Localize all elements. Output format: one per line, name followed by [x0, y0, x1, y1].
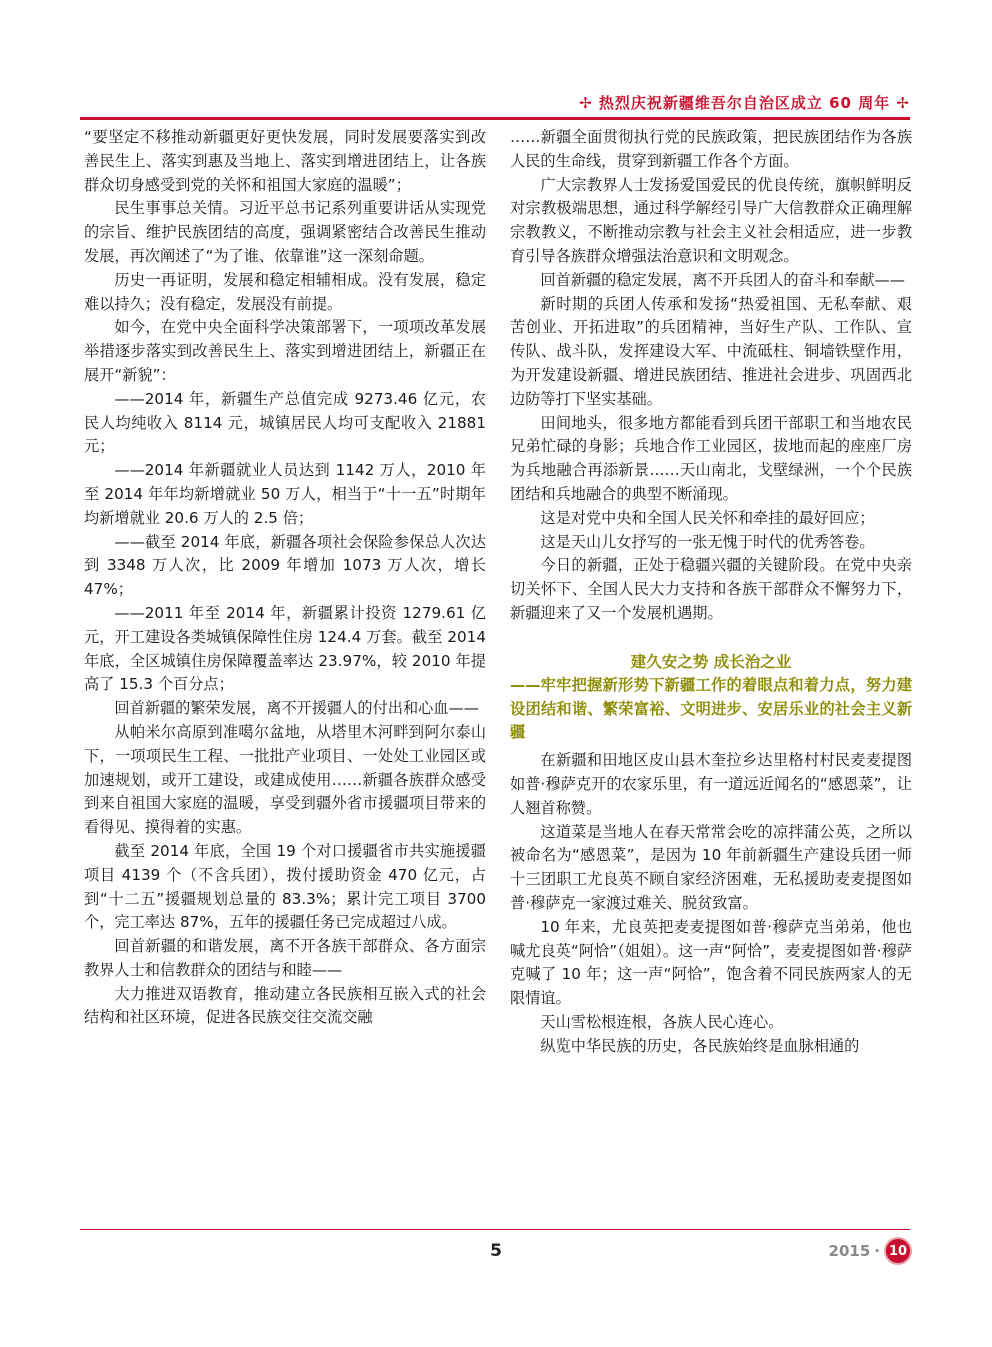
paragraph: 这是天山儿女抒写的一张无愧于时代的优秀答卷。 [540, 532, 875, 551]
paragraph: 回首新疆的和谐发展，离不开各族干部群众、各方面宗教界人士和信教群众的团结与和睦—— [84, 937, 486, 979]
paragraph: 今日的新疆，正处于稳疆兴疆的关键阶段。在党中央亲切关怀下、全国人民大力支持和各族干部群众不懈努力下，新疆迎来了又一个发展机遇期。 [510, 556, 912, 622]
paragraph: 回首新疆的稳定发展，离不开兵团人的奋斗和奉献—— [540, 270, 905, 289]
issue-label [829, 1236, 912, 1266]
left-column [84, 126, 486, 1030]
paragraph: ——2011 年至 2014 年，新疆累计投资 1279.61 亿元，开工建设各类城镇保障性住房 124.4 万套。截至 2014 年底，全区城镇住房保障覆盖率达 23.97%，较 2010 年提高了 15.3 个百分点； [84, 603, 486, 694]
paragraph: 新时期的兵团人传承和发扬“热爱祖国、无私奉献、艰苦创业、开拓进取”的兵团精神，当好生产队、工作队、宣传队、战斗队，发挥建设大军、中流砥柱、铜墙铁壁作用，为开发建设新疆、增进民族团结、推进社会进步、巩固西北边防等打下坚实基础。 [510, 294, 912, 408]
section-subtitle: ——牢牢把握新形势下新疆工作的着眼点和着力点，努力建设团结和谐、繁荣富裕、文明进步、安居乐业的社会主义新疆 [510, 675, 912, 742]
paragraph: 10 年来，尤良英把麦麦提图如普·穆萨克当弟弟，他也喊尤良英“阿恰”（姐姐）。这一声“阿恰”，麦麦提图如普·穆萨克喊了 10 年；这一声“阿恰”，饱含着不同民族两家人的无限情谊。 [510, 917, 912, 1008]
page-number: 5 [490, 1241, 502, 1261]
header-title: ✢ 热烈庆祝新疆维吾尔自治区成立 60 周年 ✢ [579, 94, 910, 112]
issue-year: 2015 [828, 1242, 871, 1260]
paragraph: 田间地头，很多地方都能看到兵团干部职工和当地农民兄弟忙碌的身影；兵地合作工业园区，拔地而起的座座厂房为兵地融合再添新景……天山南北，戈壁绿洲，一个个民族团结和兵地融合的典型不断涌现。 [510, 413, 912, 503]
paragraph: 历史一再证明，发展和稳定相辅相成。没有发展，稳定难以持久；没有稳定，发展没有前提。 [84, 270, 486, 313]
paragraph: 广大宗教界人士发扬爱国爱民的优良传统，旗帜鲜明反对宗教极端思想，通过科学解经引导广大信教群众正确理解宗教教义，不断推动宗教与社会主义社会相适应，进一步教育引导各族群众增强法治意识和文明观念。 [510, 175, 912, 265]
paragraph: 如今，在党中央全面科学决策部署下，一项项改革发展举措逐步落实到改善民生上、落实到增进团结上，新疆正在展开“新貌”： [84, 318, 486, 384]
section-title: 建久安之势 成长治之业 [630, 652, 792, 671]
paragraph: 回首新疆的繁荣发展，离不开援疆人的付出和心血—— [114, 699, 479, 718]
paragraph: ——2014 年，新疆生产总值完成 9273.46 亿元，农民人均纯收入 8114 元，城镇居民人均可支配收入 21881 元； [84, 389, 486, 456]
paragraph: 这是对党中央和全国人民关怀和牵挂的最好回应； [540, 508, 875, 527]
header-divider [80, 117, 910, 120]
paragraph: 从帕米尔高原到准噶尔盆地，从塔里木河畔到阿尔泰山下，一项项民生工程、一批批产业项目、一处处工业园区或加速规划，或开工建设，或建成使用……新疆各族群众感受到来自祖国大家庭的温暖，享受到疆外省市援疆项目带来的看得见、摸得着的实惠。 [84, 722, 486, 837]
paragraph: 纵览中华民族的历史，各民族始终是血脉相通的 [540, 1036, 860, 1055]
issue-separator: · [874, 1242, 880, 1260]
paragraph: 大力推进双语教育，推动建立各民族相互嵌入式的社会结构和社区环境，促进各民族交往交流交融 [84, 984, 486, 1027]
paragraph: “要坚定不移推动新疆更好更快发展，同时发展要落实到改善民生上、落实到惠及当地上、落实到增进团结上，让各族群众切身感受到党的关怀和祖国大家庭的温暖”； [84, 128, 486, 194]
paragraph: 天山雪松根连根，各族人民心连心。 [540, 1012, 784, 1031]
page-header [80, 92, 910, 118]
paragraph: 这道菜是当地人在春天常常会吃的凉拌蒲公英，之所以被命名为“感恩菜”，是因为 10 年前新疆生产建设兵团一师十三团职工尤良英不顾自家经济困难，无私援助麦麦提图如普·穆萨克一家渡过难关、脱贫致富。 [510, 822, 912, 912]
paragraph: ——截至 2014 年底，新疆各项社会保险参保总人次达到 3348 万人次，比 2009 年增加 1073 万人次，增长 47%； [84, 532, 486, 599]
paragraph: 在新疆和田地区皮山县木奎拉乡达里格村村民麦麦提图如普·穆萨克开的农家乐里，有一道远近闻名的“感恩菜”，让人翘首称赞。 [510, 751, 912, 817]
right-column [510, 126, 912, 1058]
issue-number-badge: 10 [884, 1237, 912, 1265]
paragraph: 截至 2014 年底，全国 19 个对口援疆省市共实施援疆项目 4139 个（不含兵团），拨付援助资金 470 亿元，占到“十二五”援疆规划总量的 83.3%；累计完工项目 3700 个，完工率达 87%，五年的援疆任务已完成超过八成。 [84, 841, 486, 932]
footer-divider [80, 1229, 910, 1230]
paragraph: ……新疆全面贯彻执行党的民族政策，把民族团结作为各族人民的生命线，贯穿到新疆工作各个方面。 [510, 128, 912, 170]
paragraph: ——2014 年新疆就业人员达到 1142 万人，2010 年至 2014 年年均新增就业 50 万人，相当于“十一五”时期年均新增就业 20.6 万人的 2.5 倍； [84, 461, 486, 527]
paragraph: 民生事事总关情。习近平总书记系列重要讲话从实现党的宗旨、维护民族团结的高度，强调紧密结合改善民生推动发展，再次阐述了“为了谁、依靠谁”这一深刻命题。 [84, 199, 486, 265]
